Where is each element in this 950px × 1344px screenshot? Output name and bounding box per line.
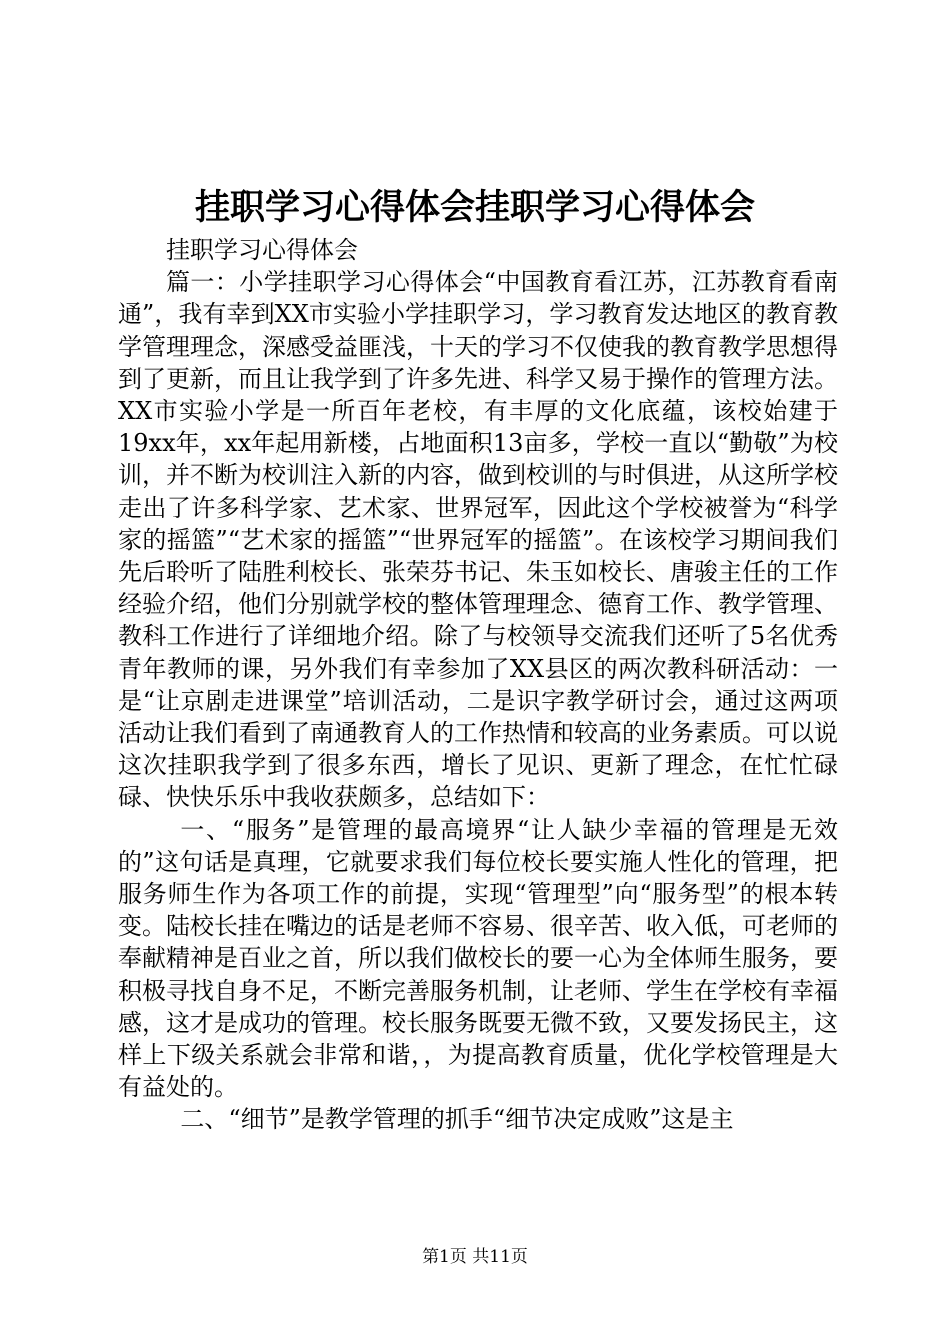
document-subtitle: 挂职学习心得体会 [166,236,358,264]
page-number: 第1页 共11页 [422,1247,528,1267]
paragraph-3: 二、“细节”是教学管理的抓手“细节决定成败”这是主 [180,1105,734,1134]
document-title: 挂职学习心得体会挂职学习心得体会 [194,187,755,228]
document-body [118,234,838,1136]
paragraph-1: 篇一：小学挂职学习心得体会“中国教育看江苏，江苏教育看南通”，我有幸到XX市实验小学挂职学习，学习教育发达地区的教育教学管理理念，深感受益匪浅，十天的学习不仅使我的教育教学思想得到了更新，而且让我学到了许多先进、科学又易于操作的管理方法。XX市实验小学是一所百年老校，有丰厚的文化底蕴，该校始建于19xx年，xx年起用新楼，占地面积13亩多，学校一直以“勤敬”为校训，并不断为校训注入新的内容，做到校训的与时俱进，从这所学校走出了许多科学家、艺术家、世界冠军，因此这个学校被誉为“科学家的摇篮”“艺术家的摇篮”“世界冠军的摇篮”。在该校学习期间我们先后聆听了陆胜利校长、张荣芬书记、朱玉如校长、唐骏主任的工作经验介绍，他们分别就学校的整体管理理念、德育工作、教学管理、教科工作进行了详细地介绍。除了与校领导交流我们还听了5名优秀青年教师的课，另外我们有幸参加了XX县区的两次教科研活动：一是“让京剧走进课堂”培训活动，二是识字教学研讨会，通过这两项活动让我们看到了南通教育人的工作热情和较高的业务素质。可以说这次挂职我学到了很多东西，增长了见识、更新了理念，在忙忙碌碌、快快乐乐中我收获颇多，总结如下： [118,268,838,812]
paragraph-2: 一、“服务”是管理的最高境界“让人缺少幸福的管理是无效的”这句话是真理，它就要求我们每位校长要实施人性化的管理，把服务师生作为各项工作的前提，实现“管理型”向“服务型”的根本转变。陆校长挂在嘴边的话是老师不容易、很辛苦、收入低，可老师的奉献精神是百业之首，所以我们做校长的要一心为全体师生服务，要积极寻找自身不足，不断完善服务机制，让老师、学生在学校有幸福感，这才是成功的管理。校长服务既要无微不致，又要发扬民主，这样上下级关系就会非常和谐，，为提高教育质量，优化学校管理是大有益处的。 [118,815,838,1102]
